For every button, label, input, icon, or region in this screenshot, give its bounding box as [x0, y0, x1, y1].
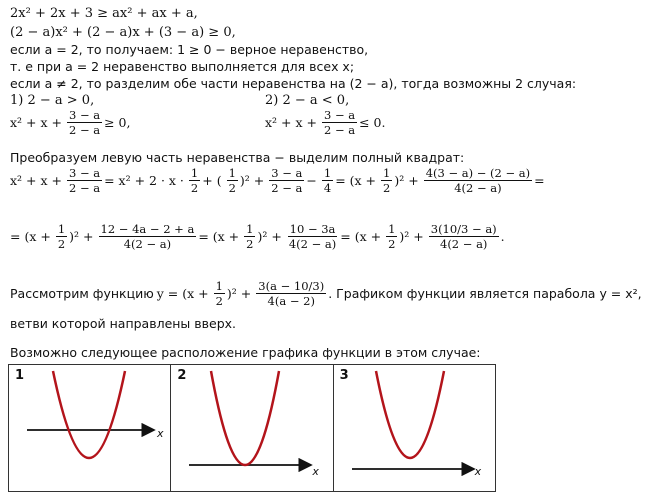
- graph-text: . Графиком функции является парабола y = x²,: [328, 286, 642, 301]
- case-2-condition: 2) 2 − a < 0,: [265, 93, 350, 108]
- consider-text: Рассмотрим функцию: [10, 286, 154, 301]
- function-definition: Рассмотрим функцию y = (x + $\frac{1}{2}$ )² + $\frac{3(a - 10/3)}{4(a - 2)}$ . Графиком функции является парабола y = x²,: [10, 279, 642, 308]
- completing-square-eq-1: x² + x + $\frac{3 - a}{2 - a}$ = x² + 2 · x · $\frac{1}{2}$ + ( $\frac{1}{2}$ )² + $\frac{3 - a}{2 - a}$ − $\frac{1}{4}$ = (x + $\frac{1}{2}$ )² + $\frac{4(3 - a) - (2 - a)}{4(2 - a)}$ =: [10, 166, 545, 195]
- graph-1-parabola: [53, 371, 125, 458]
- possible-positions-text: Возможно следующее расположение графика функции в этом случае:: [10, 345, 481, 360]
- case-a-equals-2-conclusion: т. е при a = 2 неравенство выполняется для всех x;: [10, 59, 355, 74]
- case-a-not-2: если a ≠ 2, то разделим обе части неравенства на (2 − a), тогда возможны 2 случая:: [10, 76, 577, 91]
- branches-up-text: ветви которой направлены вверх.: [10, 316, 237, 331]
- case-1-inequality: [10, 108, 133, 137]
- c1-lhs: x² + x +: [10, 115, 62, 130]
- c2-fraction: $\frac{3 - a}{2 - a}$: [323, 108, 356, 137]
- c2-rel: ≤ 0.: [359, 115, 386, 130]
- inequality-line-2: (2 − a)x² + (2 − a)x + (3 − a) ≥ 0,: [10, 25, 236, 40]
- graph-2-x-label: x: [312, 465, 319, 478]
- graph-3-x-label: x: [474, 465, 482, 478]
- case-1-condition: 1) 2 − a > 0,: [10, 93, 95, 108]
- graph-2-parabola: [211, 371, 279, 465]
- case-2-inequality: [265, 108, 388, 137]
- case-a-equals-2: если a = 2, то получаем: 1 ≥ 0 − верное неравенство,: [10, 42, 369, 57]
- inequality-line-1: 2x² + 2x + 3 ≥ ax² + ax + a,: [10, 6, 198, 21]
- graph-panel-3: [334, 365, 495, 491]
- graph-3-parabola: [376, 371, 444, 458]
- transform-heading: Преобразуем левую часть неравенства − выделим полный квадрат:: [10, 150, 465, 165]
- graph-2-plot: [171, 365, 333, 491]
- c1-rel: ≥ 0,: [104, 115, 131, 130]
- graph-2-label: 2: [177, 368, 187, 383]
- graph-1-x-label: x: [157, 427, 164, 440]
- graph-1-label: 1: [15, 368, 25, 383]
- c1-fraction: $\frac{3 - a}{2 - a}$: [68, 108, 101, 137]
- graph-panel-1: [9, 365, 171, 491]
- graph-3-plot: [334, 365, 496, 491]
- c2-lhs: x² + x +: [265, 115, 317, 130]
- parabola-graphs: [8, 364, 496, 492]
- graph-3-label: 3: [339, 368, 349, 383]
- graph-panel-2: [171, 365, 333, 491]
- completing-square-eq-2: = (x + $\frac{1}{2}$ )² + $\frac{12 - 4a - 2 + a}{4(2 - a)}$ = (x + $\frac{1}{2}$ )² + $\frac{10 - 3a}{4(2 - a)}$ = (x + $\frac{1}{2}$ )² + $\frac{3(10/3 - a)}{4(2 - a)}$ .: [10, 222, 505, 251]
- graph-1-plot: [9, 365, 171, 491]
